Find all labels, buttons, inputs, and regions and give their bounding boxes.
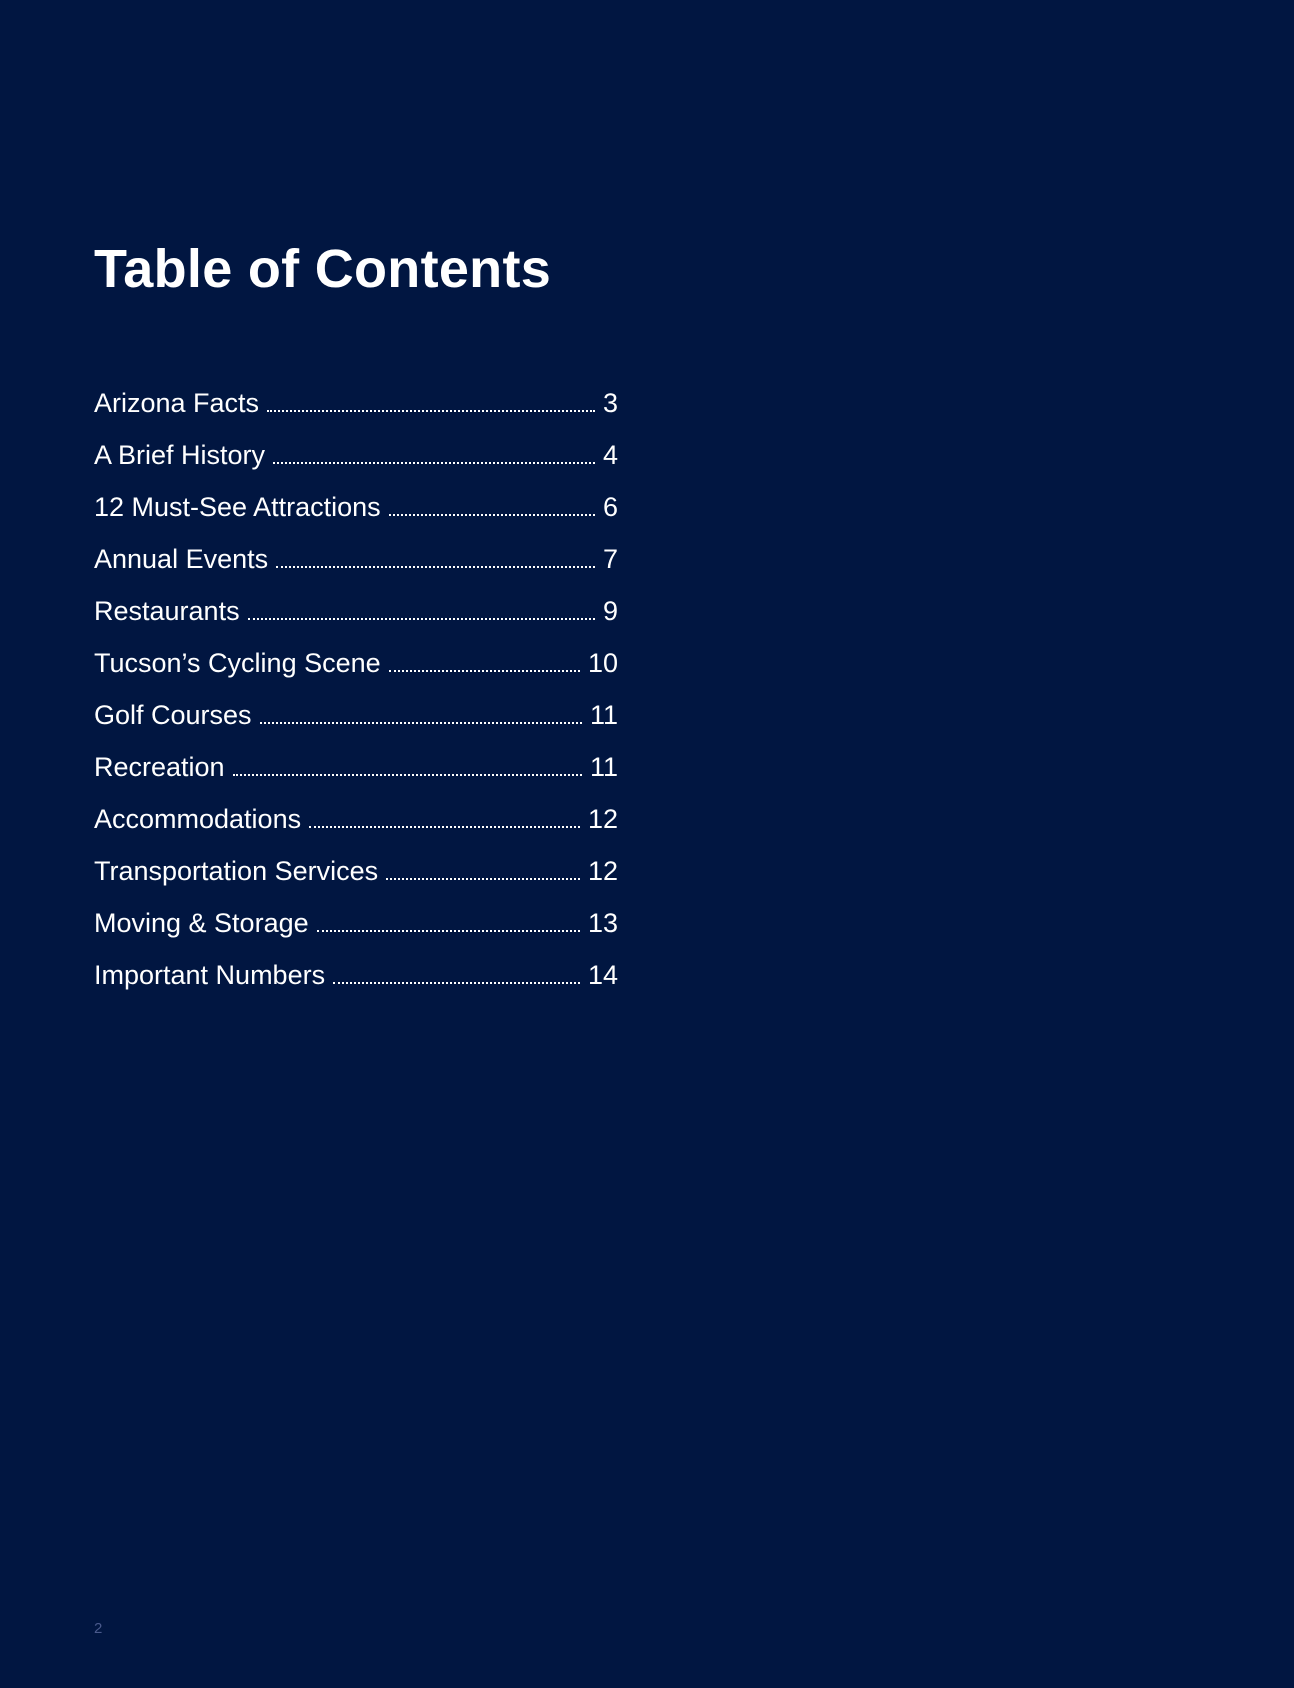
toc-entry[interactable]	[94, 804, 618, 856]
toc-entry[interactable]	[94, 440, 618, 492]
toc-entry-page: 4	[602, 440, 618, 470]
toc-dot-leader	[248, 618, 595, 620]
toc-entry[interactable]	[94, 388, 618, 440]
toc-entry-label: 12 Must-See Attractions	[94, 492, 381, 522]
table-of-contents	[94, 388, 618, 1012]
toc-entry-label: Recreation	[94, 752, 225, 782]
toc-entry-page: 10	[587, 648, 618, 678]
toc-dot-leader	[386, 878, 580, 880]
toc-entry[interactable]	[94, 544, 618, 596]
toc-dot-leader	[267, 410, 595, 412]
toc-entry[interactable]	[94, 960, 618, 1012]
toc-entry-label: A Brief History	[94, 440, 266, 470]
toc-entry-page: 13	[587, 908, 618, 938]
toc-entry[interactable]	[94, 856, 618, 908]
toc-dot-leader	[389, 670, 580, 672]
toc-entry[interactable]	[94, 492, 618, 544]
toc-dot-leader	[273, 462, 595, 464]
toc-entry-page: 11	[589, 700, 618, 730]
toc-entry-label: Golf Courses	[94, 700, 252, 730]
toc-entry[interactable]	[94, 596, 618, 648]
toc-entry-page: 9	[602, 596, 618, 626]
toc-entry-label: Important Numbers	[94, 960, 326, 990]
toc-entry-page: 3	[602, 388, 618, 418]
toc-entry-label: Transportation Services	[94, 856, 379, 886]
toc-entry-label: Restaurants	[94, 596, 240, 626]
toc-entry-page: 12	[587, 856, 618, 886]
toc-entry-page: 12	[587, 804, 618, 834]
toc-dot-leader	[233, 774, 582, 776]
toc-entry-label: Accommodations	[94, 804, 302, 834]
page-title: Table of Contents	[94, 239, 552, 299]
toc-entry[interactable]	[94, 700, 618, 752]
toc-dot-leader	[260, 722, 582, 724]
toc-entry[interactable]	[94, 908, 618, 960]
toc-entry-label: Tucson’s Cycling Scene	[94, 648, 381, 678]
toc-dot-leader	[317, 930, 580, 932]
toc-entry-label: Annual Events	[94, 544, 269, 574]
toc-entry-label: Moving & Storage	[94, 908, 309, 938]
toc-entry[interactable]	[94, 752, 618, 804]
toc-entry-page: 14	[587, 960, 618, 990]
page-number: 2	[94, 1620, 103, 1637]
toc-dot-leader	[309, 826, 580, 828]
toc-dot-leader	[389, 514, 595, 516]
toc-entry-page: 11	[589, 752, 618, 782]
toc-entry-label: Arizona Facts	[94, 388, 260, 418]
toc-dot-leader	[333, 982, 580, 984]
toc-entry[interactable]	[94, 648, 618, 700]
toc-dot-leader	[276, 566, 595, 568]
toc-entry-page: 7	[602, 544, 618, 574]
toc-entry-page: 6	[602, 492, 618, 522]
